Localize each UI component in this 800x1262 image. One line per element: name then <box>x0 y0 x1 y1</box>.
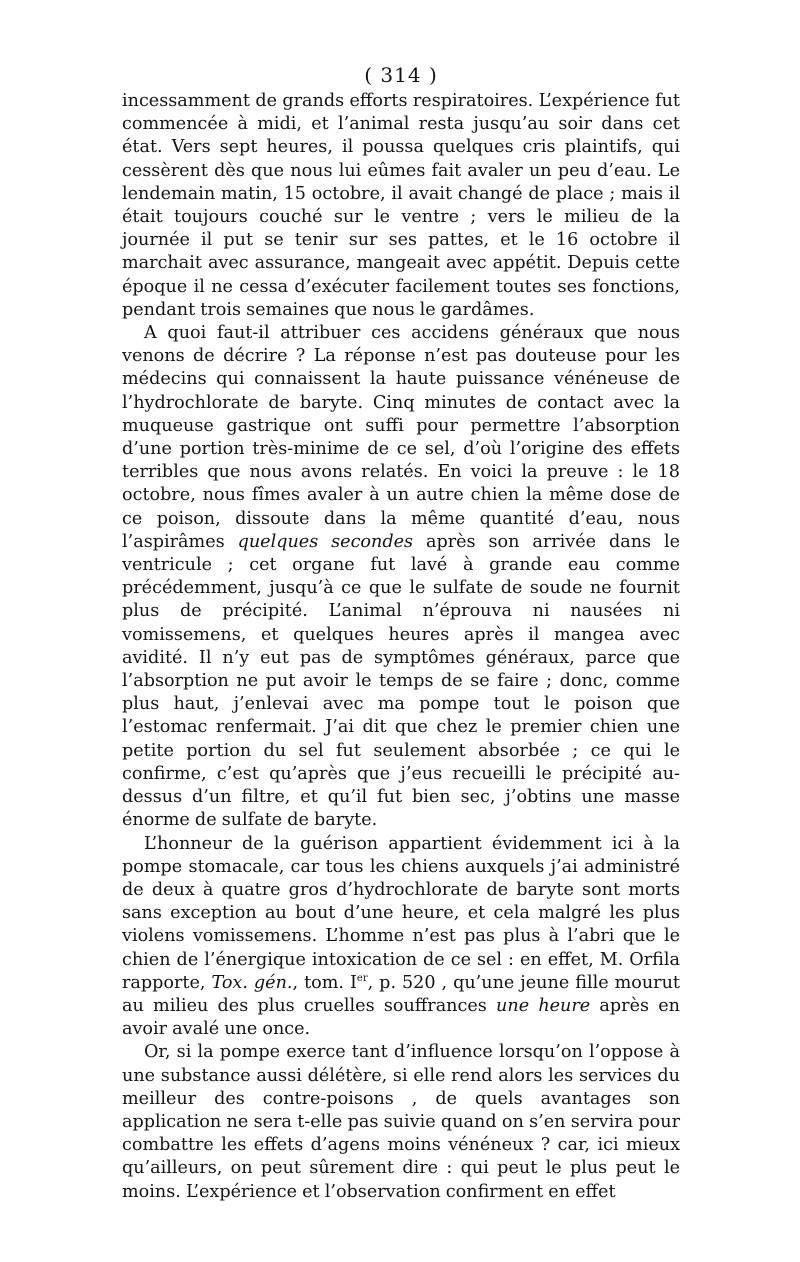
paragraph-text: , p. 520 , qu’une jeune fille mourut au milieu des plus cruelles souffrances <box>122 972 680 1016</box>
paragraph-4 <box>122 1041 680 1203</box>
italic-text: quelques secondes <box>237 531 414 552</box>
italic-text: une heure <box>496 995 591 1016</box>
paragraph-text: après en avoir avalé une once. <box>122 995 680 1040</box>
paragraph-3 <box>122 833 680 1042</box>
paragraph-text: Or, si la pompe exerce tant d’influence lorsqu’on l’oppose à une substance aussi délétère, si elle rend alors les services du meilleur des contre-poisons , de quels avantages son application ne sera t-elle pas suivie quand on s’en servira pour combattre les effets d’agens moins vénéneux ? car, ici mieux qu’ailleurs, on peut sûrement dire : qui peut le plus peut le moins. L’expérience et l’observation confirment en effet <box>122 1042 680 1202</box>
paragraph-text: L’honneur de la guérison appartient évidemment ici à la pompe stomacale, car tous les chiens auxquels j’ai administré de deux à quatre gros d’hydrochlorate de baryte sont morts sans exception au bout d’une heure, et cela malgré les plus violens vomissemens. L’homme n’est pas plus à l’abri que le chien de l’énergique intoxication de ce sel : en effet, M. Orfila rapporte, <box>122 833 680 993</box>
page-number: ( 314 ) <box>364 63 438 87</box>
book-page <box>122 62 680 1202</box>
italic-text: Tox. gén. <box>211 972 293 993</box>
paragraph-text: A quoi faut-il attribuer ces accidens généraux que nous venons de décrire ? La réponse n’est pas douteuse pour les médecins qui connaissent la haute puissance vénéneuse de l’hydrochlorate de baryte. Cinq minutes de contact avec la muqueuse gastrique ont suffi pour permettre l’absorption d’une portion très-minime de ce sel, d’où l’origine des effets terribles que nous avons relatés. En voici la preuve : le 18 octobre, nous fîmes avaler à un autre chien la même dose de ce poison, dissoute dans la même quantité d’eau, nous l’aspirâmes <box>122 323 680 552</box>
body-text <box>122 90 680 1204</box>
paragraph-2 <box>122 322 680 832</box>
paragraph-text: incessamment de grands efforts respiratoires. L’expérience fut commencée à midi, et l’animal resta jusqu’au soir dans cet état. Vers sept heures, il poussa quelques cris plaintifs, qui cessèrent dès que nous lui eûmes fait avaler un peu d’eau. Le lendemain matin, 15 octobre, il avait changé de place ; mais il était toujours couché sur le ventre ; vers le milieu de la journée il put se tenir sur ses pattes, et le 16 octobre il marchait avec assurance, mangeait avec appétit. Depuis cette époque il ne cessa d’exécuter facilement toutes ses fonctions, pendant trois semaines que nous le gardâmes. <box>122 91 680 320</box>
superscript-text: er <box>356 972 368 984</box>
paragraph-text: après son arrivée dans le ventricule ; cet organe fut lavé à grande eau comme précédemment, jusqu’à ce que le sulfate de soude ne fournit plus de précipité. L’animal n’éprouva ni nausées ni vomissemens, et quelques heures après il mangea avec avidité. Il n’y eut pas de symptômes généraux, parce que l’absorption ne put avoir le temps de se faire ; donc, comme plus haut, j’enlevai avec ma pompe tout le poison que l’estomac renfermait. J’ai dit que chez le premier chien une petite portion du sel fut seulement absorbée ; ce qui le confirme, c’est qu’après que j’eus recueilli le précipité au-dessus d’un filtre, et qu’il fut bien sec, j’obtins une masse énorme de sulfate de baryte. <box>122 531 680 831</box>
paragraph-text: , tom. I <box>292 972 357 993</box>
paragraph-1 <box>122 90 680 322</box>
